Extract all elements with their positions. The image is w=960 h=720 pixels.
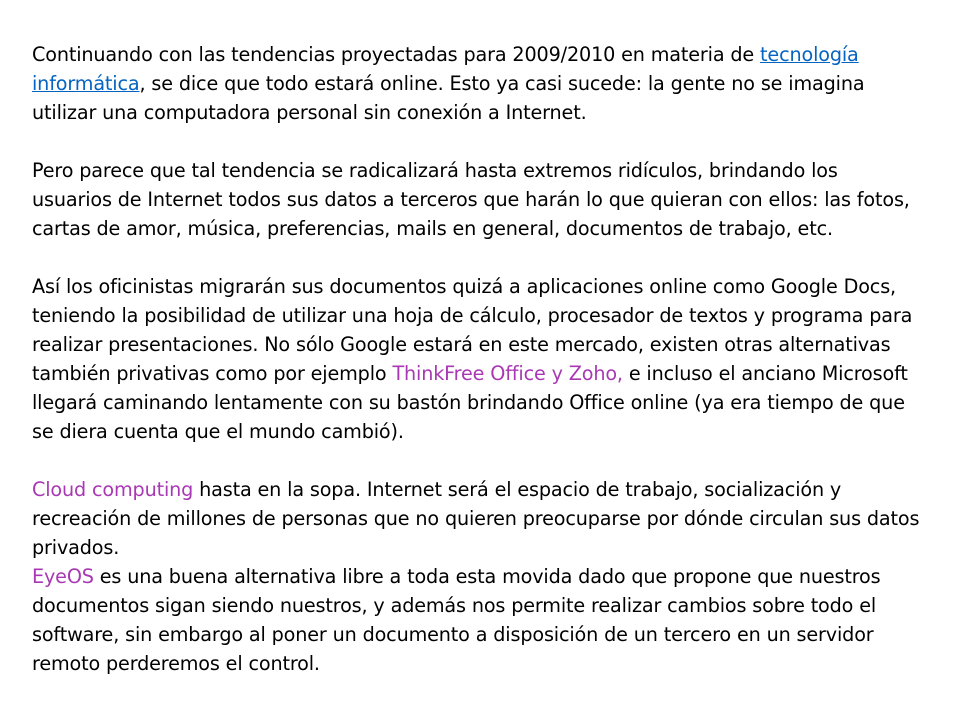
paragraph-intro-text-start: Continuando con las tendencias proyectadas para 2009/2010 en materia de xyxy=(32,43,761,66)
paragraph-intro-text-end: , se dice que todo estará online. Esto ya casi sucede: la gente no se imagina utilizar una computadora personal sin conexión a Internet. xyxy=(32,72,865,124)
highlight-cloud-computing: Cloud computing xyxy=(32,478,194,501)
link-tecnologia-informatica[interactable]: tecnología informática xyxy=(32,43,859,95)
paragraph-spacer xyxy=(32,127,922,156)
paragraph-cloud-computing-text: hasta en la sopa. Internet será el espacio de trabajo, socialización y recreación de millones de personas que no quieren preocuparse por dónde circulan sus datos privados. xyxy=(32,478,920,559)
paragraph-intro xyxy=(32,40,922,127)
highlight-eyeos: EyeOS xyxy=(32,565,94,588)
paragraph-cloud-computing xyxy=(32,475,922,562)
paragraph-spacer xyxy=(32,446,922,475)
paragraph-spacer xyxy=(32,243,922,272)
paragraph-tendency-text: Pero parece que tal tendencia se radicalizará hasta extremos ridículos, brindando los usuarios de Internet todos sus datos a terceros que harán lo que quieran con ellos: las fotos, cartas de amor, música, preferencias, mails en general, documentos de trabajo, etc. xyxy=(32,159,910,240)
paragraph-office-workers-text-start: Así los oficinistas migrarán sus documentos quizá a aplicaciones online como Google Docs, teniendo la posibilidad de utilizar una hoja de cálculo, procesador de textos y programa para realizar presentaciones. No sólo Google estará en este mercado, existen otras alternativas también privativas como por ejemplo xyxy=(32,275,913,385)
highlight-thinkfree-zoho: ThinkFree Office y Zoho, xyxy=(392,362,623,385)
paragraph-eyeos xyxy=(32,562,922,678)
paragraph-office-workers xyxy=(32,272,922,446)
paragraph-eyeos-text: es una buena alternativa libre a toda esta movida dado que propone que nuestros documentos sigan siendo nuestros, y además nos permite realizar cambios sobre todo el software, sin embargo al poner un documento a disposición de un tercero en un servidor remoto perderemos el control. xyxy=(32,565,881,675)
paragraph-office-workers-text-end: e incluso el anciano Microsoft llegará caminando lentamente con su bastón brindando Office online (ya era tiempo de que se diera cuenta que el mundo cambió). xyxy=(32,362,908,443)
slide-body xyxy=(32,40,922,678)
paragraph-tendency xyxy=(32,156,922,243)
